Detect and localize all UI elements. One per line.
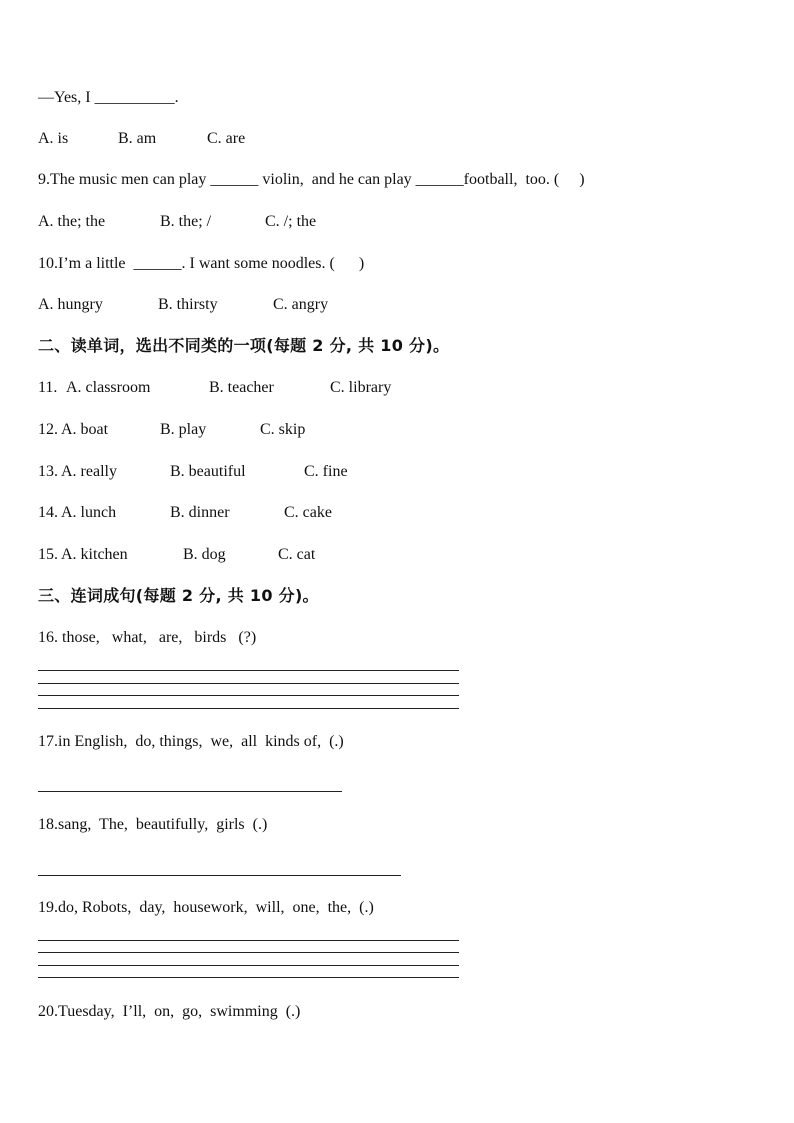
q11-option-c[interactable]: C. library	[330, 379, 392, 396]
q11-option-a[interactable]: A. classroom	[66, 379, 151, 396]
q18-answer-line[interactable]	[38, 875, 401, 876]
q19-text: 19.do, Robots, day, housework, will, one, the, (.)	[38, 899, 374, 916]
q19-answer-line-4[interactable]	[38, 977, 459, 978]
q16-answer-line-1[interactable]	[38, 670, 459, 671]
q14-option-a[interactable]: A. lunch	[61, 504, 117, 521]
q16-answer-line-3[interactable]	[38, 695, 459, 696]
q13-option-c[interactable]: C. fine	[304, 463, 348, 480]
q13-option-b[interactable]: B. beautiful	[170, 463, 246, 480]
q10-option-a[interactable]: A. hungry	[38, 296, 103, 313]
q10-option-c[interactable]: C. angry	[273, 296, 329, 313]
q14-number: 14.	[38, 504, 58, 521]
section-2-heading: 二、读单词，选出不同类的一项(每题 2 分, 共 10 分)。	[38, 336, 450, 355]
q17-answer-line[interactable]	[38, 791, 342, 792]
q12-number: 12.	[38, 421, 58, 438]
section-3-heading: 三、连词成句(每题 2 分, 共 10 分)。	[38, 586, 319, 605]
q10-option-b[interactable]: B. thirsty	[158, 296, 218, 313]
q12-option-c[interactable]: C. skip	[260, 421, 306, 438]
q8-option-a[interactable]: A. is	[38, 130, 69, 147]
q8-option-c[interactable]: C. are	[207, 130, 246, 147]
q19-answer-line-2[interactable]	[38, 952, 459, 953]
q12-option-a[interactable]: A. boat	[61, 421, 109, 438]
q10-text: 10.I’m a little ______. I want some noodles. ( )	[38, 255, 365, 272]
q8-option-b[interactable]: B. am	[118, 130, 157, 147]
q17-text: 17.in English, do, things, we, all kinds of, (.)	[38, 733, 344, 750]
q13-option-a[interactable]: A. really	[61, 463, 117, 480]
q11-number: 11.	[38, 379, 62, 396]
q15-option-b[interactable]: B. dog	[183, 546, 226, 563]
q16-answer-line-2[interactable]	[38, 683, 459, 684]
q18-text: 18.sang, The, beautifully, girls (.)	[38, 816, 268, 833]
q16-text: 16. those, what, are, birds (?)	[38, 629, 257, 646]
q12-option-b[interactable]: B. play	[160, 421, 207, 438]
q20-text: 20.Tuesday, I’ll, on, go, swimming (.)	[38, 1003, 301, 1020]
q8-answer-prompt: —Yes, I __________.	[38, 89, 179, 106]
q9-text: 9.The music men can play ______ violin, and he can play ______football, too. ( )	[38, 171, 585, 188]
q14-option-c[interactable]: C. cake	[284, 504, 332, 521]
q9-option-a[interactable]: A. the; the	[38, 213, 106, 230]
q15-option-a[interactable]: A. kitchen	[61, 546, 128, 563]
q14-option-b[interactable]: B. dinner	[170, 504, 230, 521]
q13-number: 13.	[38, 463, 58, 480]
q15-number: 15.	[38, 546, 58, 563]
q9-option-c[interactable]: C. /; the	[265, 213, 317, 230]
q15-option-c[interactable]: C. cat	[278, 546, 316, 563]
q11-option-b[interactable]: B. teacher	[209, 379, 274, 396]
q19-answer-line-1[interactable]	[38, 940, 459, 941]
q9-option-b[interactable]: B. the; /	[160, 213, 212, 230]
q16-answer-line-4[interactable]	[38, 708, 459, 709]
q19-answer-line-3[interactable]	[38, 965, 459, 966]
